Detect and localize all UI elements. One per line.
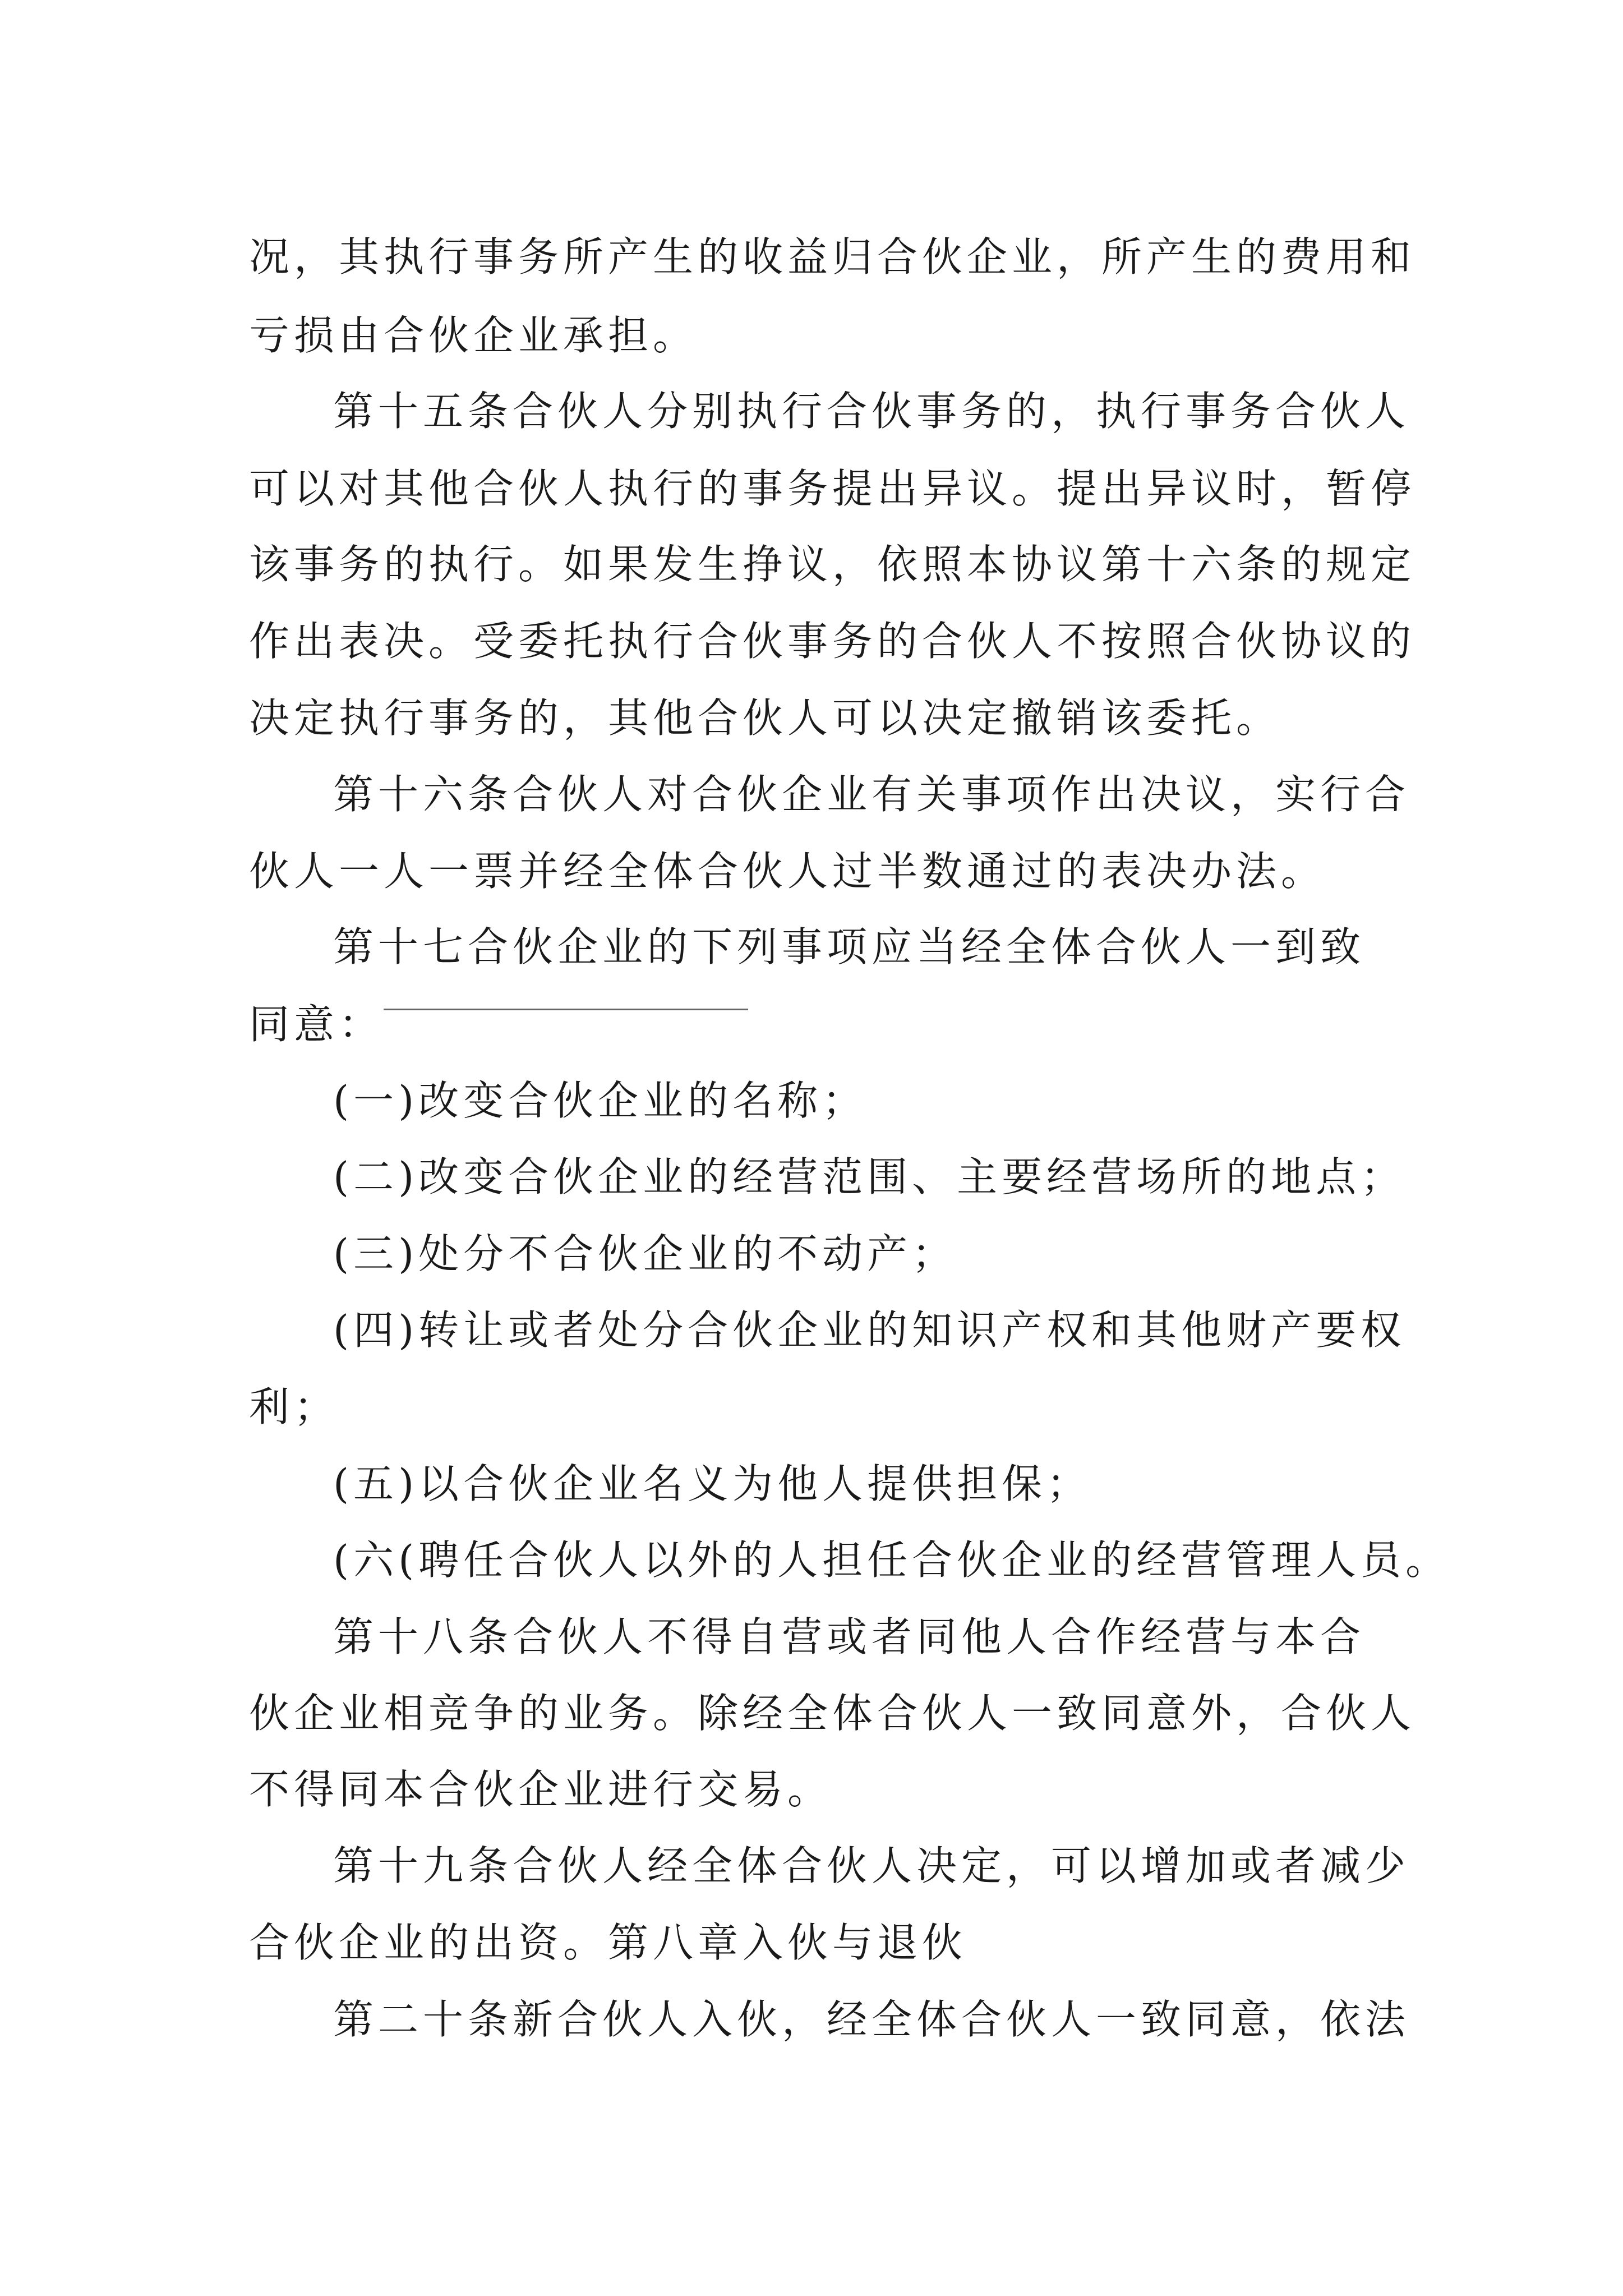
text-line: (六(聘任合伙人以外的人担任合伙企业的经营管理人员。	[333, 1536, 1451, 1584]
text-line: 不得同本合伙企业进行交易。	[249, 1766, 833, 1813]
text-line: 伙人一人一票并经全体合伙人过半数通过的表决办法。	[249, 848, 1326, 895]
text-line: 第二十条新合伙人入伙，经全体合伙人一致同意，依法	[333, 1996, 1410, 2043]
text-line: 亏损由合伙企业承担。	[249, 312, 698, 359]
text-line-with-blank	[249, 986, 748, 1062]
text-line: 合伙企业的出资。第八章入伙与退伙	[249, 1919, 967, 1966]
text-line: 第十九条合伙人经全体合伙人决定，可以增加或者减少	[333, 1842, 1410, 1889]
text-line: (五)以合伙企业名义为他人提供担保；	[333, 1460, 1092, 1507]
text-line: 第十八条合伙人不得自营或者同他人合作经营与本合	[333, 1613, 1366, 1660]
text-line: 第十五条合伙人分别执行合伙事务的，执行事务合伙人	[333, 388, 1410, 435]
text-line: 第十七合伙企业的下列事项应当经全体合伙人一到致	[333, 923, 1366, 970]
text-line: 决定执行事务的，其他合伙人可以决定撤销该委托。	[249, 694, 1281, 742]
text-line: 况，其执行事务所产生的收益归合伙企业，所产生的费用和	[249, 233, 1416, 280]
text-line: (一)改变合伙企业的名称；	[333, 1077, 868, 1124]
fill-in-blank-line	[384, 986, 748, 1010]
text-line: 同意：	[249, 1001, 384, 1048]
text-line: 利；	[249, 1383, 339, 1430]
text-line: 该事务的执行。如果发生挣议，依照本协议第十六条的规定	[249, 541, 1416, 588]
text-line: 伙企业相竞争的业务。除经全体合伙人一致同意外，合伙人	[249, 1690, 1416, 1737]
text-line: 可以对其他合伙人执行的事务提出异议。提出异议时，暂停	[249, 465, 1416, 512]
text-line: 作出表决。受委托执行合伙事务的合伙人不按照合伙协议的	[249, 618, 1416, 665]
text-line: (三)处分不合伙企业的不动产；	[333, 1230, 957, 1277]
text-line: (四)转让或者处分合伙企业的知识产权和其他财产要权	[333, 1306, 1406, 1354]
text-line: 第十六条合伙人对合伙企业有关事项作出决议，实行合	[333, 771, 1410, 818]
text-line: (二)改变合伙企业的经营范围、主要经营场所的地点；	[333, 1153, 1406, 1200]
